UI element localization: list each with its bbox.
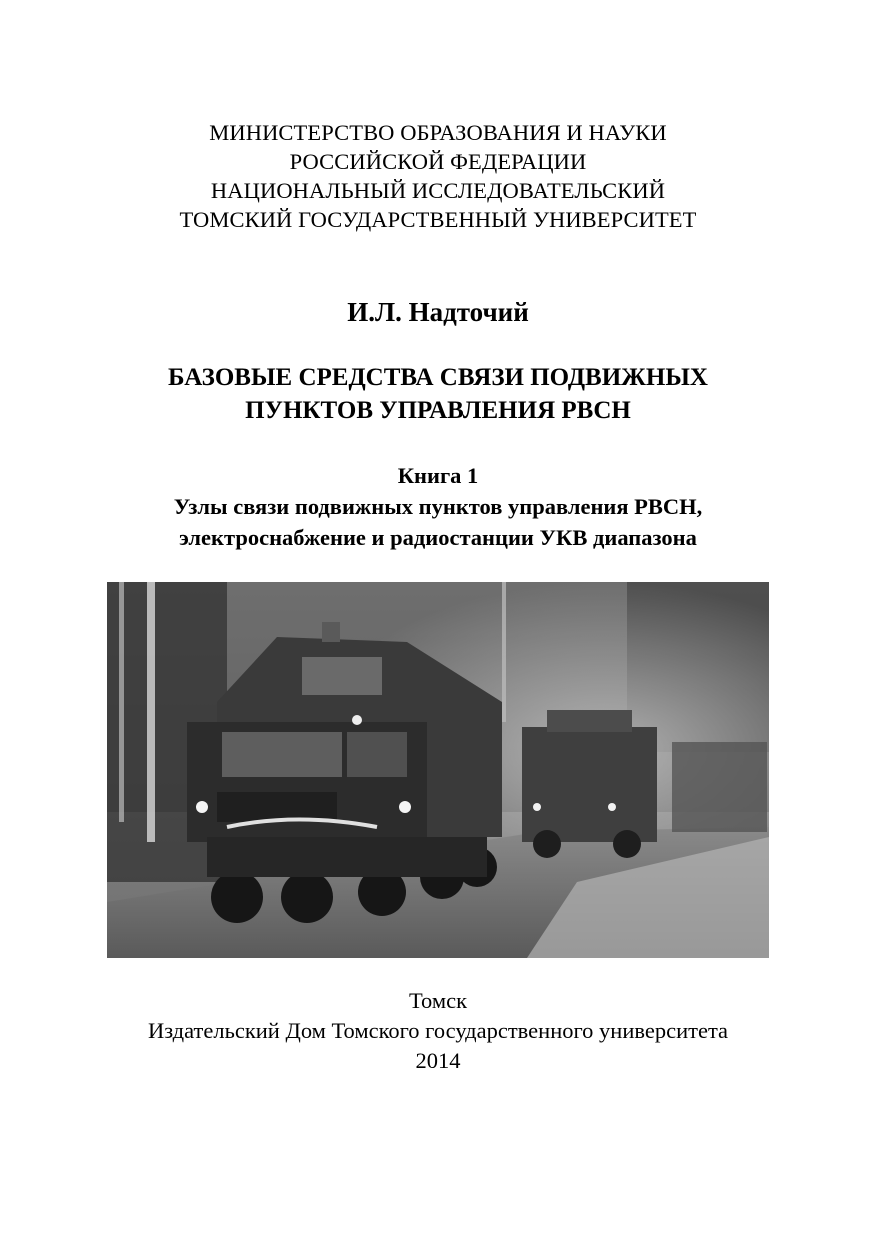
author-name: И.Л. Надточий <box>347 297 529 327</box>
book-number: Книга 1 <box>397 463 479 488</box>
imprint-publisher: Издательский Дом Томского государственного университета <box>147 1018 729 1043</box>
imprint-year: 2014 <box>415 1048 461 1073</box>
title-line-2: ПУНКТОВ УПРАВЛЕНИЯ РВСН <box>245 397 631 424</box>
ministry-line-2: РОССИЙСКОЙ ФЕДЕРАЦИИ <box>289 149 587 174</box>
cover-photo <box>107 582 769 958</box>
ministry-line-4: ТОМСКИЙ ГОСУДАРСТВЕННЫЙ УНИВЕРСИТЕТ <box>179 207 697 232</box>
subtitle-line-1: Узлы связи подвижных пунктов управления РВСН, <box>173 494 703 519</box>
subtitle-line-2: электроснабжение и радиостанции УКВ диапазона <box>179 525 697 550</box>
ministry-line-3: НАЦИОНАЛЬНЫЙ ИССЛЕДОВАТЕЛЬСКИЙ <box>210 178 666 203</box>
imprint-city: Томск <box>408 988 468 1013</box>
ministry-line-1: МИНИСТЕРСТВО ОБРАЗОВАНИЯ И НАУКИ <box>209 120 667 145</box>
title-line-1: БАЗОВЫЕ СРЕДСТВА СВЯЗИ ПОДВИЖНЫХ <box>168 364 708 391</box>
